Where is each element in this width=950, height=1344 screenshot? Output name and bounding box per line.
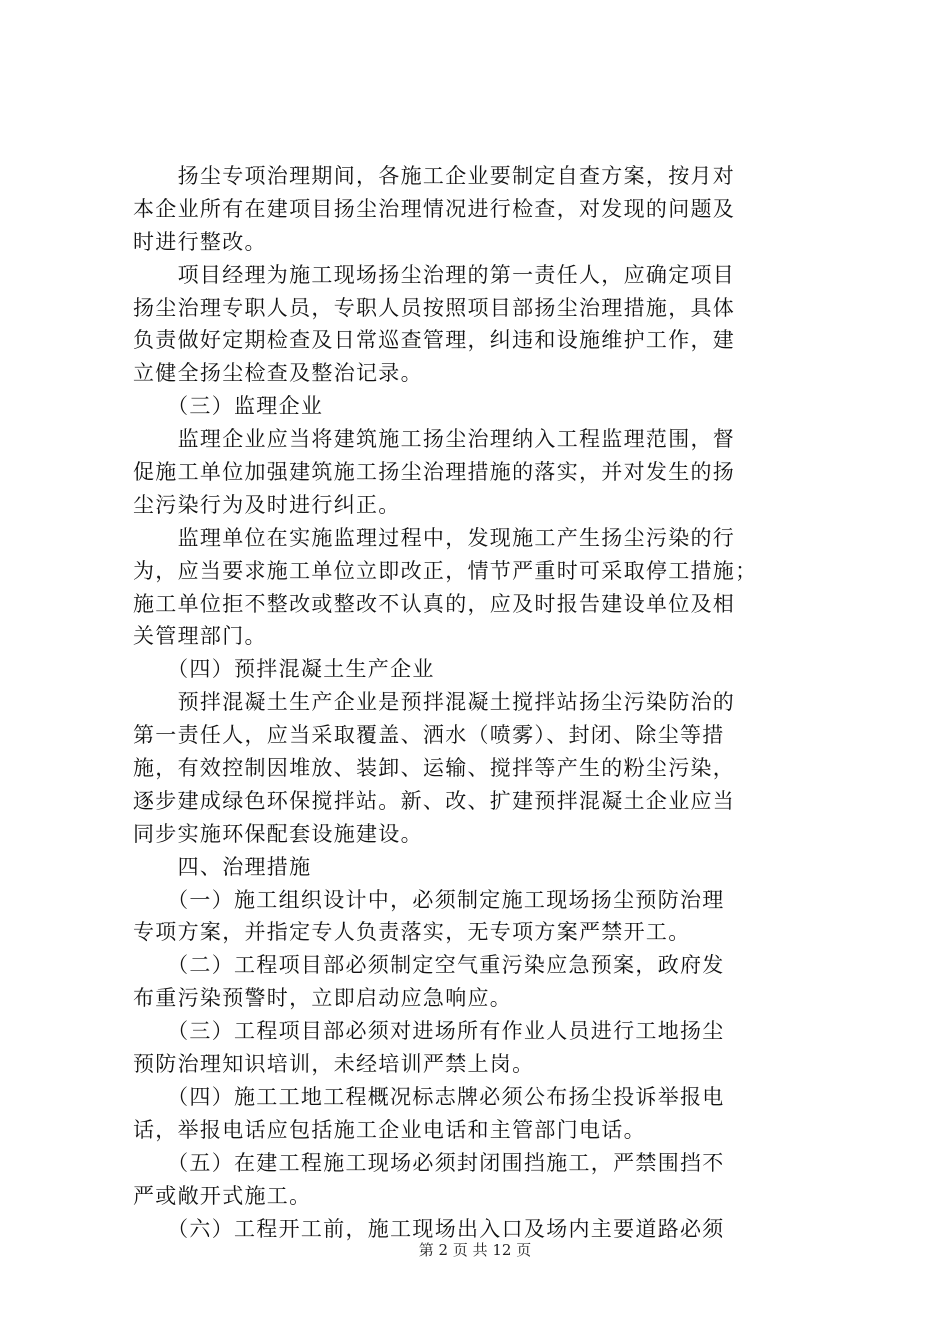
text-line: 逐步建成绿色环保搅拌站。新、改、扩建预拌混凝土企业应当 xyxy=(133,788,736,813)
page-number-footer: 第 2 页 共 12 页 xyxy=(418,1241,532,1259)
document-body xyxy=(133,160,833,1245)
text-line: 预防治理知识培训，未经培训严禁上岗。 xyxy=(133,1052,535,1077)
text-line: 为，应当要求施工单位立即改正，情节严重时可采取停工措施； xyxy=(133,558,758,583)
text-line: 施，有效控制因堆放、装卸、运输、搅拌等产生的粉尘污染， xyxy=(133,756,736,781)
text-line: 扬尘治理专职人员，专职人员按照项目部扬尘治理措施，具体 xyxy=(133,295,736,320)
text-line: （一）施工组织设计中，必须制定施工现场扬尘预防治理 xyxy=(133,887,725,912)
text-line: （四）施工工地工程概况标志牌必须公布扬尘投诉举报电 xyxy=(133,1084,725,1109)
text-line: （二）工程项目部必须制定空气重污染应急预案，政府发 xyxy=(133,953,725,978)
text-line: 扬尘专项治理期间，各施工企业要制定自查方案，按月对 xyxy=(133,164,736,188)
text-line: 专项方案，并指定专人负责落实，无专项方案严禁开工。 xyxy=(133,920,691,945)
text-line: 监理企业应当将建筑施工扬尘治理纳入工程监理范围，督 xyxy=(133,427,736,452)
text-line: 施工单位拒不整改或整改不认真的，应及时报告建设单位及相 xyxy=(133,591,736,616)
text-line: 时进行整改。 xyxy=(133,229,267,254)
text-line: （五）在建工程施工现场必须封闭围挡施工，严禁围挡不 xyxy=(133,1150,725,1175)
section-heading: （三）监理企业 xyxy=(133,394,324,419)
text-line: 本企业所有在建项目扬尘治理情况进行检查，对发现的问题及 xyxy=(133,196,736,221)
text-line: 尘污染行为及时进行纠正。 xyxy=(133,492,401,517)
section-heading: （四）预拌混凝土生产企业 xyxy=(133,657,435,682)
text-line: 布重污染预警时，立即启动应急响应。 xyxy=(133,986,513,1011)
text-line: （六）工程开工前，施工现场出入口及场内主要道路必须 xyxy=(133,1216,725,1241)
section-heading: 四、治理措施 xyxy=(133,854,312,879)
text-line: 预拌混凝土生产企业是预拌混凝土搅拌站扬尘污染防治的 xyxy=(133,690,736,715)
text-line: 促施工单位加强建筑施工扬尘治理措施的落实，并对发生的扬 xyxy=(133,460,736,485)
text-line: 负责做好定期检查及日常巡查管理，纠违和设施维护工作，建 xyxy=(133,328,736,353)
text-line: 监理单位在实施监理过程中，发现施工产生扬尘污染的行 xyxy=(133,525,736,550)
text-line: 话，举报电话应包括施工企业电话和主管部门电话。 xyxy=(133,1117,646,1142)
text-line: （三）工程项目部必须对进场所有作业人员进行工地扬尘 xyxy=(133,1019,725,1044)
text-line: 项目经理为施工现场扬尘治理的第一责任人，应确定项目 xyxy=(133,262,736,287)
text-line: 第一责任人，应当采取覆盖、洒水（喷雾）、封闭、除尘等措 xyxy=(133,723,725,748)
text-line: 立健全扬尘检查及整治记录。 xyxy=(133,361,423,386)
text-line: 同步实施环保配套设施建设。 xyxy=(133,821,423,846)
text-line: 严或敞开式施工。 xyxy=(133,1183,312,1208)
text-line: 关管理部门。 xyxy=(133,624,267,649)
